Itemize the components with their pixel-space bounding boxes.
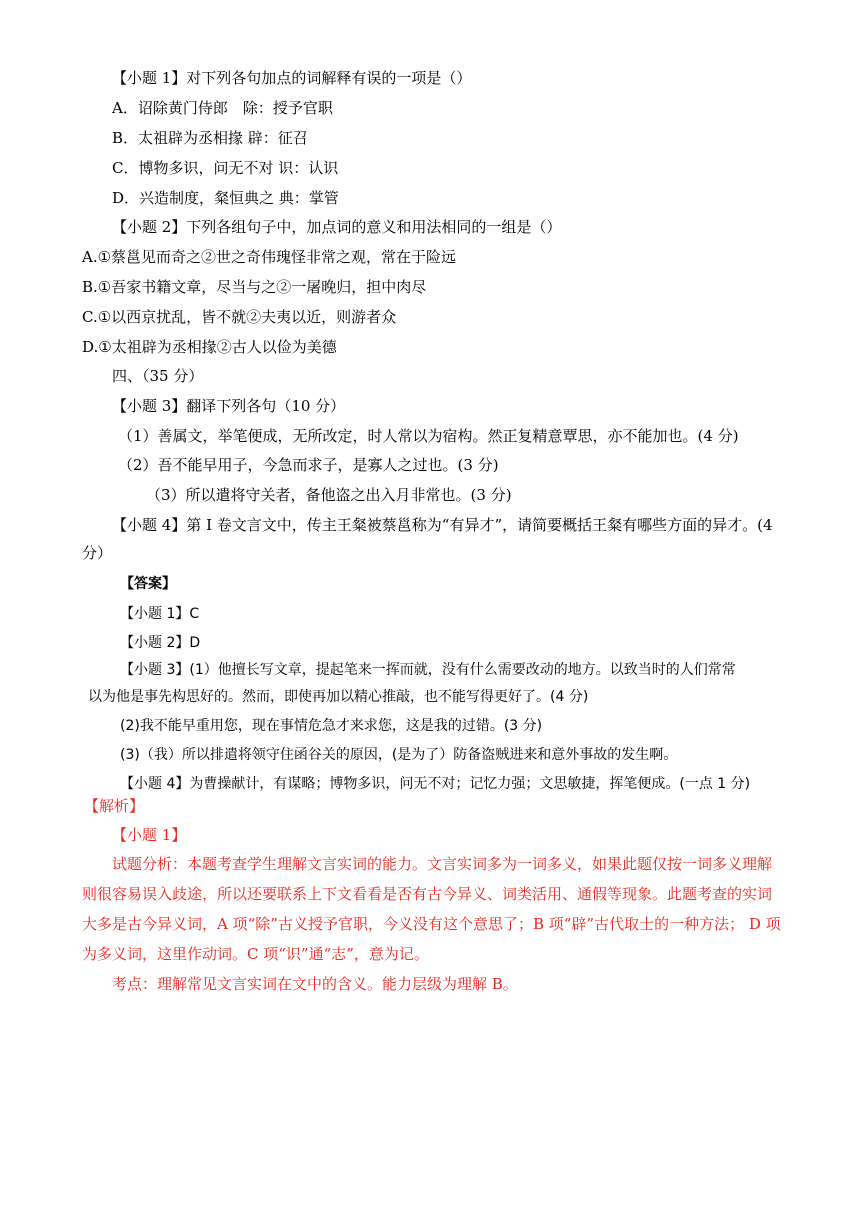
question-4-stem: 【小题 4】第 I 卷文言文中，传主王粲被蔡邕称为“有异才”，请简要概括王粲有哪些方面的异才。(4	[112, 516, 773, 534]
analysis-heading: 【解析】	[84, 797, 145, 815]
question-1-stem: 【小题 1】对下列各句加点的词解释有误的一项是（）	[112, 69, 472, 87]
question-3-item-2: （2）吾不能早用子，今急而求子，是寡人之过也。(3 分)	[118, 456, 499, 474]
question-3-stem: 【小题 3】翻译下列各句（10 分）	[112, 397, 346, 415]
question-2-option-b: B.①吾家书籍文章，尽当与之②一屠晚归，担中肉尽	[82, 278, 427, 296]
analysis-line-3: 大多是古今异义词，A 项“除”古义授予官职，今义没有这个意思了；B 项“辟”古代取士的一种方法； D 项	[82, 915, 781, 933]
analysis-line-1: 试题分析：本题考查学生理解文言实词的能力。文言实词多为一词多义，如果此题仅按一词多义理解	[112, 855, 773, 873]
answer-4: 【小题 4】为曹操献计，有谋略；博物多识，问无不对；记忆力强；文思敏捷，挥笔便成。(一点 1 分)	[120, 776, 751, 792]
question-1-option-c: C．博物多识，问无不对 识：认识	[112, 159, 339, 177]
analysis-line-4: 为多义词，这里作动词。C 项“识”通“志”，意为记。	[82, 945, 429, 963]
question-2-option-a: A.①蔡邕见而奇之②世之奇伟瑰怪非常之观，常在于险远	[82, 248, 457, 266]
question-2-stem: 【小题 2】下列各组句子中，加点词的意义和用法相同的一组是（）	[112, 218, 562, 236]
question-2-option-c: C.①以西京扰乱，皆不就②夫夷以近，则游者众	[82, 308, 397, 326]
answer-3-part-3: (3)（我）所以排遣将领守住函谷关的原因，(是为了）防备盗贼进来和意外事故的发生啊。	[120, 747, 678, 763]
analysis-key-point: 考点：理解常见文言实词在文中的含义。能力层级为理解 B。	[112, 975, 518, 993]
question-1-option-a: A．诏除黄门侍郎 除：授予官职	[112, 99, 333, 117]
question-4-stem-cont: 分）	[82, 544, 113, 562]
analysis-line-2: 则很容易误入歧途，所以还要联系上下文看看是否有古今异义、词类活用、通假等现象。此题考查的实词	[82, 885, 773, 903]
question-2-option-d: D.①太祖辟为丞相掾②古人以俭为美德	[82, 338, 337, 356]
question-1-option-d: D．兴造制度，粲恒典之 典：掌管	[112, 189, 339, 207]
answer-1: 【小题 1】C	[120, 606, 200, 622]
answer-3-line-1: 【小题 3】(1）他擅长写文章，提起笔来一挥而就，没有什么需要改动的地方。以致当时的人们常常	[120, 662, 736, 678]
question-1-option-b: B．太祖辟为丞相掾 辟：征召	[112, 129, 308, 147]
answer-2: 【小题 2】D	[120, 635, 201, 651]
answer-heading: 【答案】	[120, 576, 176, 592]
question-3-item-3: （3）所以遣将守关者，备他盗之出入月非常也。(3 分)	[146, 486, 512, 504]
question-3-item-1: （1）善属文，举笔便成，无所改定，时人常以为宿构。然正复精意覃思，亦不能加也。(4 分)	[118, 427, 739, 445]
analysis-subheading: 【小题 1】	[112, 826, 187, 844]
section-4-heading: 四、（35 分）	[112, 367, 204, 385]
answer-3-part-2: (2)我不能早重用您，现在事情危急才来求您，这是我的过错。(3 分)	[120, 718, 543, 734]
answer-3-line-2: 以为他是事先构思好的。然而，即使再加以精心推敲，也不能写得更好了。(4 分)	[88, 689, 589, 705]
